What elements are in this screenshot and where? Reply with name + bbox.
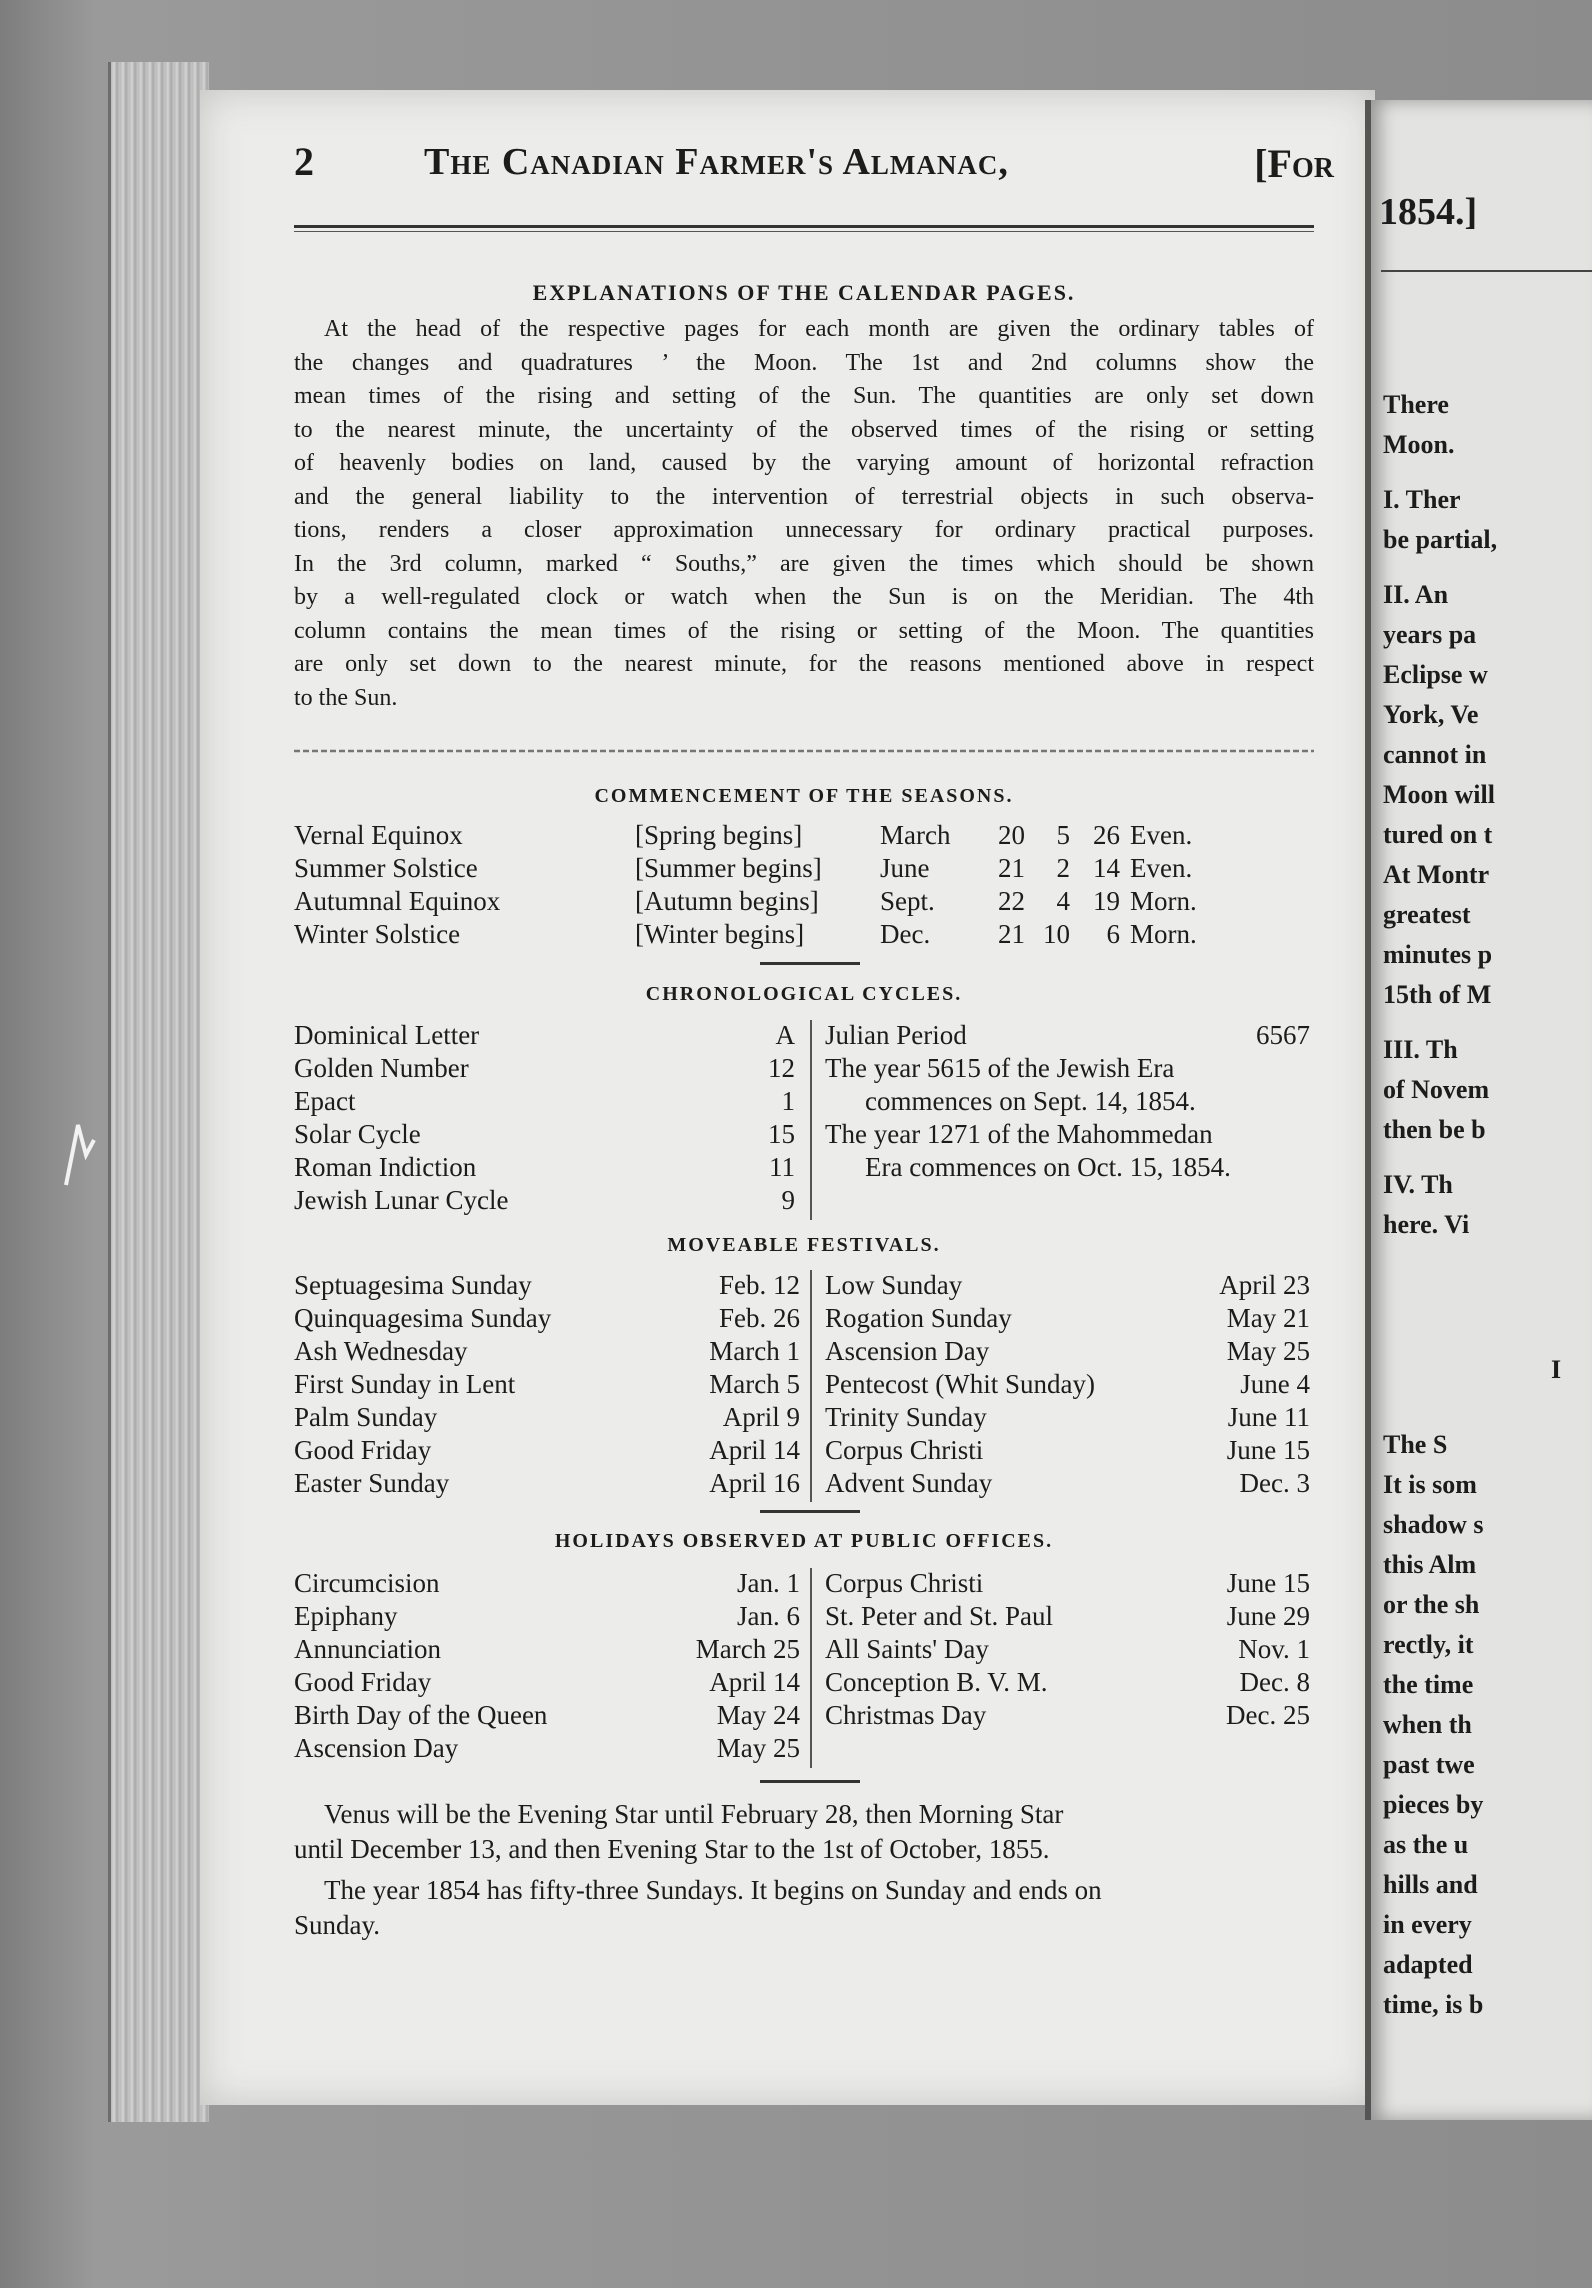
julian-period-value: 6567 [1256, 1020, 1310, 1050]
festival-date: Feb. 12 [719, 1270, 800, 1300]
holiday-date: March 25 [695, 1634, 800, 1664]
cycle-value: 9 [781, 1185, 795, 1215]
explanation-line: and the general liability to the intervention of terrestrial objects in such observa- [294, 483, 1314, 510]
facing-page-line: be partial, [1383, 525, 1498, 554]
cycle-name: Solar Cycle [294, 1119, 421, 1149]
header-rule [294, 225, 1314, 228]
festival-date: May 25 [1226, 1336, 1310, 1366]
festival-date: June 11 [1227, 1402, 1310, 1432]
festival-name: Good Friday [294, 1435, 432, 1465]
era-note-line: The year 5615 of the Jewish Era [825, 1053, 1175, 1083]
festival-date: April 14 [709, 1435, 800, 1465]
holiday-name: Birth Day of the Queen [294, 1700, 548, 1730]
cycle-name: Dominical Letter [294, 1020, 480, 1050]
season-description: [Winter begins] [635, 919, 805, 949]
facing-page-line: years pa [1383, 620, 1477, 649]
facing-page-line: greatest [1383, 900, 1471, 929]
cycle-name: Golden Number [294, 1053, 469, 1083]
festival-name: Ascension Day [825, 1336, 990, 1366]
facing-page-line: I [1551, 1355, 1562, 1384]
facing-page-line: II. An [1383, 580, 1449, 609]
cycle-value: 12 [768, 1053, 795, 1083]
facing-page-line: time, is b [1383, 1990, 1484, 2019]
sundays-note-line: The year 1854 has fifty-three Sundays. It begins on Sunday and ends on [324, 1875, 1102, 1905]
section-rule [760, 1780, 860, 1783]
festival-name: Palm Sunday [294, 1402, 438, 1432]
facing-page-line: Eclipse w [1383, 660, 1488, 689]
holiday-date: June 29 [1226, 1601, 1310, 1631]
season-minute: 26 [1093, 820, 1120, 850]
season-hour: 2 [1056, 853, 1070, 883]
holiday-date: Dec. 8 [1239, 1667, 1310, 1697]
holiday-name: Circumcision [294, 1568, 440, 1598]
explanation-line: of heavenly bodies on land, caused by the varying amount of horizontal refraction [294, 450, 1314, 476]
explanation-line: At the head of the respective pages for each month are given the ordinary tables of [324, 316, 1314, 342]
season-day: 21 [998, 919, 1025, 949]
facing-page-line: There [1383, 390, 1449, 419]
cycle-name: Jewish Lunar Cycle [294, 1185, 509, 1215]
venus-note [294, 1797, 1314, 1867]
cycles-column-separator [810, 1020, 812, 1220]
facing-page-line: III. Th [1383, 1035, 1458, 1064]
season-day: 20 [998, 820, 1025, 850]
section-rule [760, 1510, 860, 1513]
running-title-continued: [For [1254, 141, 1334, 186]
festivals-title: MOVEABLE FESTIVALS. [667, 1234, 941, 1256]
holiday-name: St. Peter and St. Paul [825, 1601, 1053, 1631]
season-month: June [880, 853, 930, 883]
header-rule-thin [294, 231, 1314, 232]
holiday-name: Conception B. V. M. [825, 1667, 1048, 1697]
almanac-page [200, 90, 1375, 2105]
holiday-name: Epiphany [294, 1601, 398, 1631]
holiday-name: Ascension Day [294, 1733, 459, 1763]
season-period: Even. [1130, 820, 1193, 850]
season-description: [Spring begins] [635, 820, 803, 850]
season-period: Morn. [1130, 886, 1197, 916]
facing-page-rule [1381, 270, 1592, 272]
season-period: Even. [1130, 853, 1193, 883]
festival-name: Advent Sunday [825, 1468, 993, 1498]
facing-page-line: rectly, it [1383, 1630, 1474, 1659]
cycle-value: 1 [781, 1086, 795, 1116]
page-header [294, 138, 1334, 198]
cycle-value: A [775, 1020, 795, 1050]
facing-page-line: this Alm [1383, 1550, 1477, 1579]
festival-date: April 23 [1219, 1270, 1310, 1300]
festival-date: May 21 [1226, 1303, 1310, 1333]
explanation-line: to the nearest minute, the uncertainty of the observed times of the rising or setting [294, 416, 1314, 443]
facing-page [1365, 100, 1592, 2120]
facing-page-line: when th [1383, 1710, 1472, 1739]
festival-name: Septuagesima Sunday [294, 1270, 532, 1300]
festival-name: Quinquagesima Sunday [294, 1303, 552, 1333]
facing-page-line: as the u [1383, 1830, 1469, 1859]
cycle-value: 11 [769, 1152, 795, 1182]
holiday-date: Jan. 1 [737, 1568, 800, 1598]
explanation-line: by a well-regulated clock or watch when the Sun is on the Meridian. The 4th [294, 584, 1314, 610]
era-note-line: Era commences on Oct. 15, 1854. [865, 1152, 1231, 1182]
festival-date: Feb. 26 [719, 1303, 800, 1333]
facing-page-line: pieces by [1383, 1790, 1484, 1819]
facing-page-line: tured on t [1383, 820, 1493, 849]
page-marker-icon [58, 1120, 98, 1190]
season-name: Vernal Equinox [294, 820, 463, 850]
facing-page-header: 1854.] [1379, 191, 1478, 233]
season-day: 22 [998, 886, 1025, 916]
holiday-date: June 15 [1226, 1568, 1310, 1598]
season-minute: 6 [1106, 919, 1120, 949]
holiday-name: Good Friday [294, 1667, 432, 1697]
festival-date: March 1 [709, 1336, 800, 1366]
holiday-name: Christmas Day [825, 1700, 987, 1730]
facing-page-line: At Montr [1383, 860, 1490, 889]
holiday-name: Annunciation [294, 1634, 441, 1664]
sundays-note [294, 1873, 1314, 1943]
explanation-line: mean times of the rising and setting of the Sun. The quantities are only set down [294, 383, 1314, 409]
explanation-line: to the Sun. [294, 684, 398, 711]
season-name: Winter Solstice [294, 919, 461, 949]
festival-date: June 4 [1240, 1369, 1310, 1399]
holiday-date: Nov. 1 [1238, 1634, 1310, 1664]
explanation-line: In the 3rd column, marked “ Souths,” are given the times which should be shown [294, 550, 1314, 577]
festival-name: Easter Sunday [294, 1468, 450, 1498]
season-hour: 4 [1056, 886, 1070, 916]
era-note-line: commences on Sept. 14, 1854. [865, 1086, 1196, 1116]
facing-page-line: IV. Th [1383, 1170, 1453, 1199]
facing-page-line: in every [1383, 1910, 1472, 1939]
sundays-note-line: Sunday. [294, 1910, 380, 1940]
facing-page-line: the time [1383, 1670, 1474, 1699]
holiday-name: All Saints' Day [825, 1634, 989, 1664]
facing-page-line: past twe [1383, 1750, 1475, 1779]
season-minute: 14 [1093, 853, 1120, 883]
season-month: Dec. [880, 919, 931, 949]
festival-date: April 9 [722, 1402, 800, 1432]
holiday-name: Corpus Christi [825, 1568, 984, 1598]
facing-page-line: then be b [1383, 1115, 1486, 1144]
season-hour: 5 [1056, 820, 1070, 850]
facing-page-line: 15th of M [1383, 980, 1492, 1009]
holidays-column-separator [810, 1568, 812, 1768]
explanation-line: tions, renders a closer approximation unnecessary for ordinary practical purposes. [294, 517, 1314, 543]
venus-note-line: Venus will be the Evening Star until February 28, then Morning Star [324, 1799, 1064, 1829]
facing-page-line: York, Ve [1383, 700, 1479, 729]
season-hour: 10 [1043, 919, 1070, 949]
book-page-edges [108, 62, 209, 2122]
explanation-line: column contains the mean times of the rising or setting of the Moon. The quantities [294, 617, 1314, 644]
festival-name: Ash Wednesday [294, 1336, 468, 1366]
season-description: [Summer begins] [635, 853, 822, 883]
cycle-name: Epact [294, 1086, 356, 1116]
festival-name: Low Sunday [825, 1270, 963, 1300]
festival-name: Rogation Sunday [825, 1303, 1012, 1333]
holidays-title: HOLIDAYS OBSERVED AT PUBLIC OFFICES. [554, 1530, 1054, 1552]
explanations-title: EXPLANATIONS OF THE CALENDAR PAGES. [532, 280, 1076, 305]
festival-date: June 15 [1226, 1435, 1310, 1465]
running-title: The Canadian Farmer's Almanac, [424, 141, 1009, 183]
season-name: Autumnal Equinox [294, 886, 501, 916]
facing-page-line: hills and [1383, 1870, 1478, 1899]
festival-name: Corpus Christi [825, 1435, 984, 1465]
julian-period-name: Julian Period [825, 1020, 967, 1050]
explanations-text [294, 313, 1314, 715]
facing-page-line: or the sh [1383, 1590, 1480, 1619]
festival-name: Trinity Sunday [825, 1402, 987, 1432]
cycles-title: CHRONOLOGICAL CYCLES. [645, 983, 963, 1005]
cycle-name: Roman Indiction [294, 1152, 477, 1182]
season-description: [Autumn begins] [635, 886, 819, 916]
holiday-date: May 25 [716, 1733, 800, 1763]
season-name: Summer Solstice [294, 853, 478, 883]
facing-page-line: here. Vi [1383, 1210, 1470, 1239]
festival-date: March 5 [709, 1369, 800, 1399]
facing-page-line: I. Ther [1383, 485, 1461, 514]
facing-page-line: The S [1383, 1430, 1448, 1459]
facing-page-line: It is som [1383, 1470, 1477, 1499]
facing-page-line: of Novem [1383, 1075, 1490, 1104]
facing-page-line: cannot in [1383, 740, 1487, 769]
season-day: 21 [998, 853, 1025, 883]
holiday-date: Dec. 25 [1226, 1700, 1310, 1730]
holiday-date: April 14 [709, 1667, 800, 1697]
holiday-date: Jan. 6 [737, 1601, 800, 1631]
facing-page-line: adapted [1383, 1950, 1473, 1979]
season-period: Morn. [1130, 919, 1197, 949]
facing-page-line: Moon will [1383, 780, 1495, 809]
page-number: 2 [294, 139, 314, 184]
season-minute: 19 [1093, 886, 1120, 916]
era-note-line: The year 1271 of the Mahommedan [825, 1119, 1213, 1149]
festival-name: Pentecost (Whit Sunday) [825, 1369, 1095, 1399]
season-month: March [880, 820, 951, 850]
festival-date: Dec. 3 [1239, 1468, 1310, 1498]
festivals-column-separator [810, 1270, 812, 1502]
festival-date: April 16 [709, 1468, 800, 1498]
facing-page-line: shadow s [1383, 1510, 1484, 1539]
holiday-date: May 24 [716, 1700, 800, 1730]
explanation-line: the changes and quadratures ’ the Moon. The 1st and 2nd columns show the [294, 349, 1314, 376]
facing-page-line: minutes p [1383, 940, 1493, 969]
facing-page-line: Moon. [1383, 430, 1455, 459]
seasons-title: COMMENCEMENT OF THE SEASONS. [594, 785, 1014, 807]
venus-note-line: until December 13, and then Evening Star to the 1st of October, 1855. [294, 1834, 1050, 1864]
explanation-line: are only set down to the nearest minute, for the reasons mentioned above in respect [294, 651, 1314, 677]
section-rule [760, 962, 860, 965]
wavy-divider [294, 745, 1314, 757]
cycle-value: 15 [768, 1119, 795, 1149]
season-month: Sept. [880, 886, 935, 916]
festival-name: First Sunday in Lent [294, 1369, 516, 1399]
